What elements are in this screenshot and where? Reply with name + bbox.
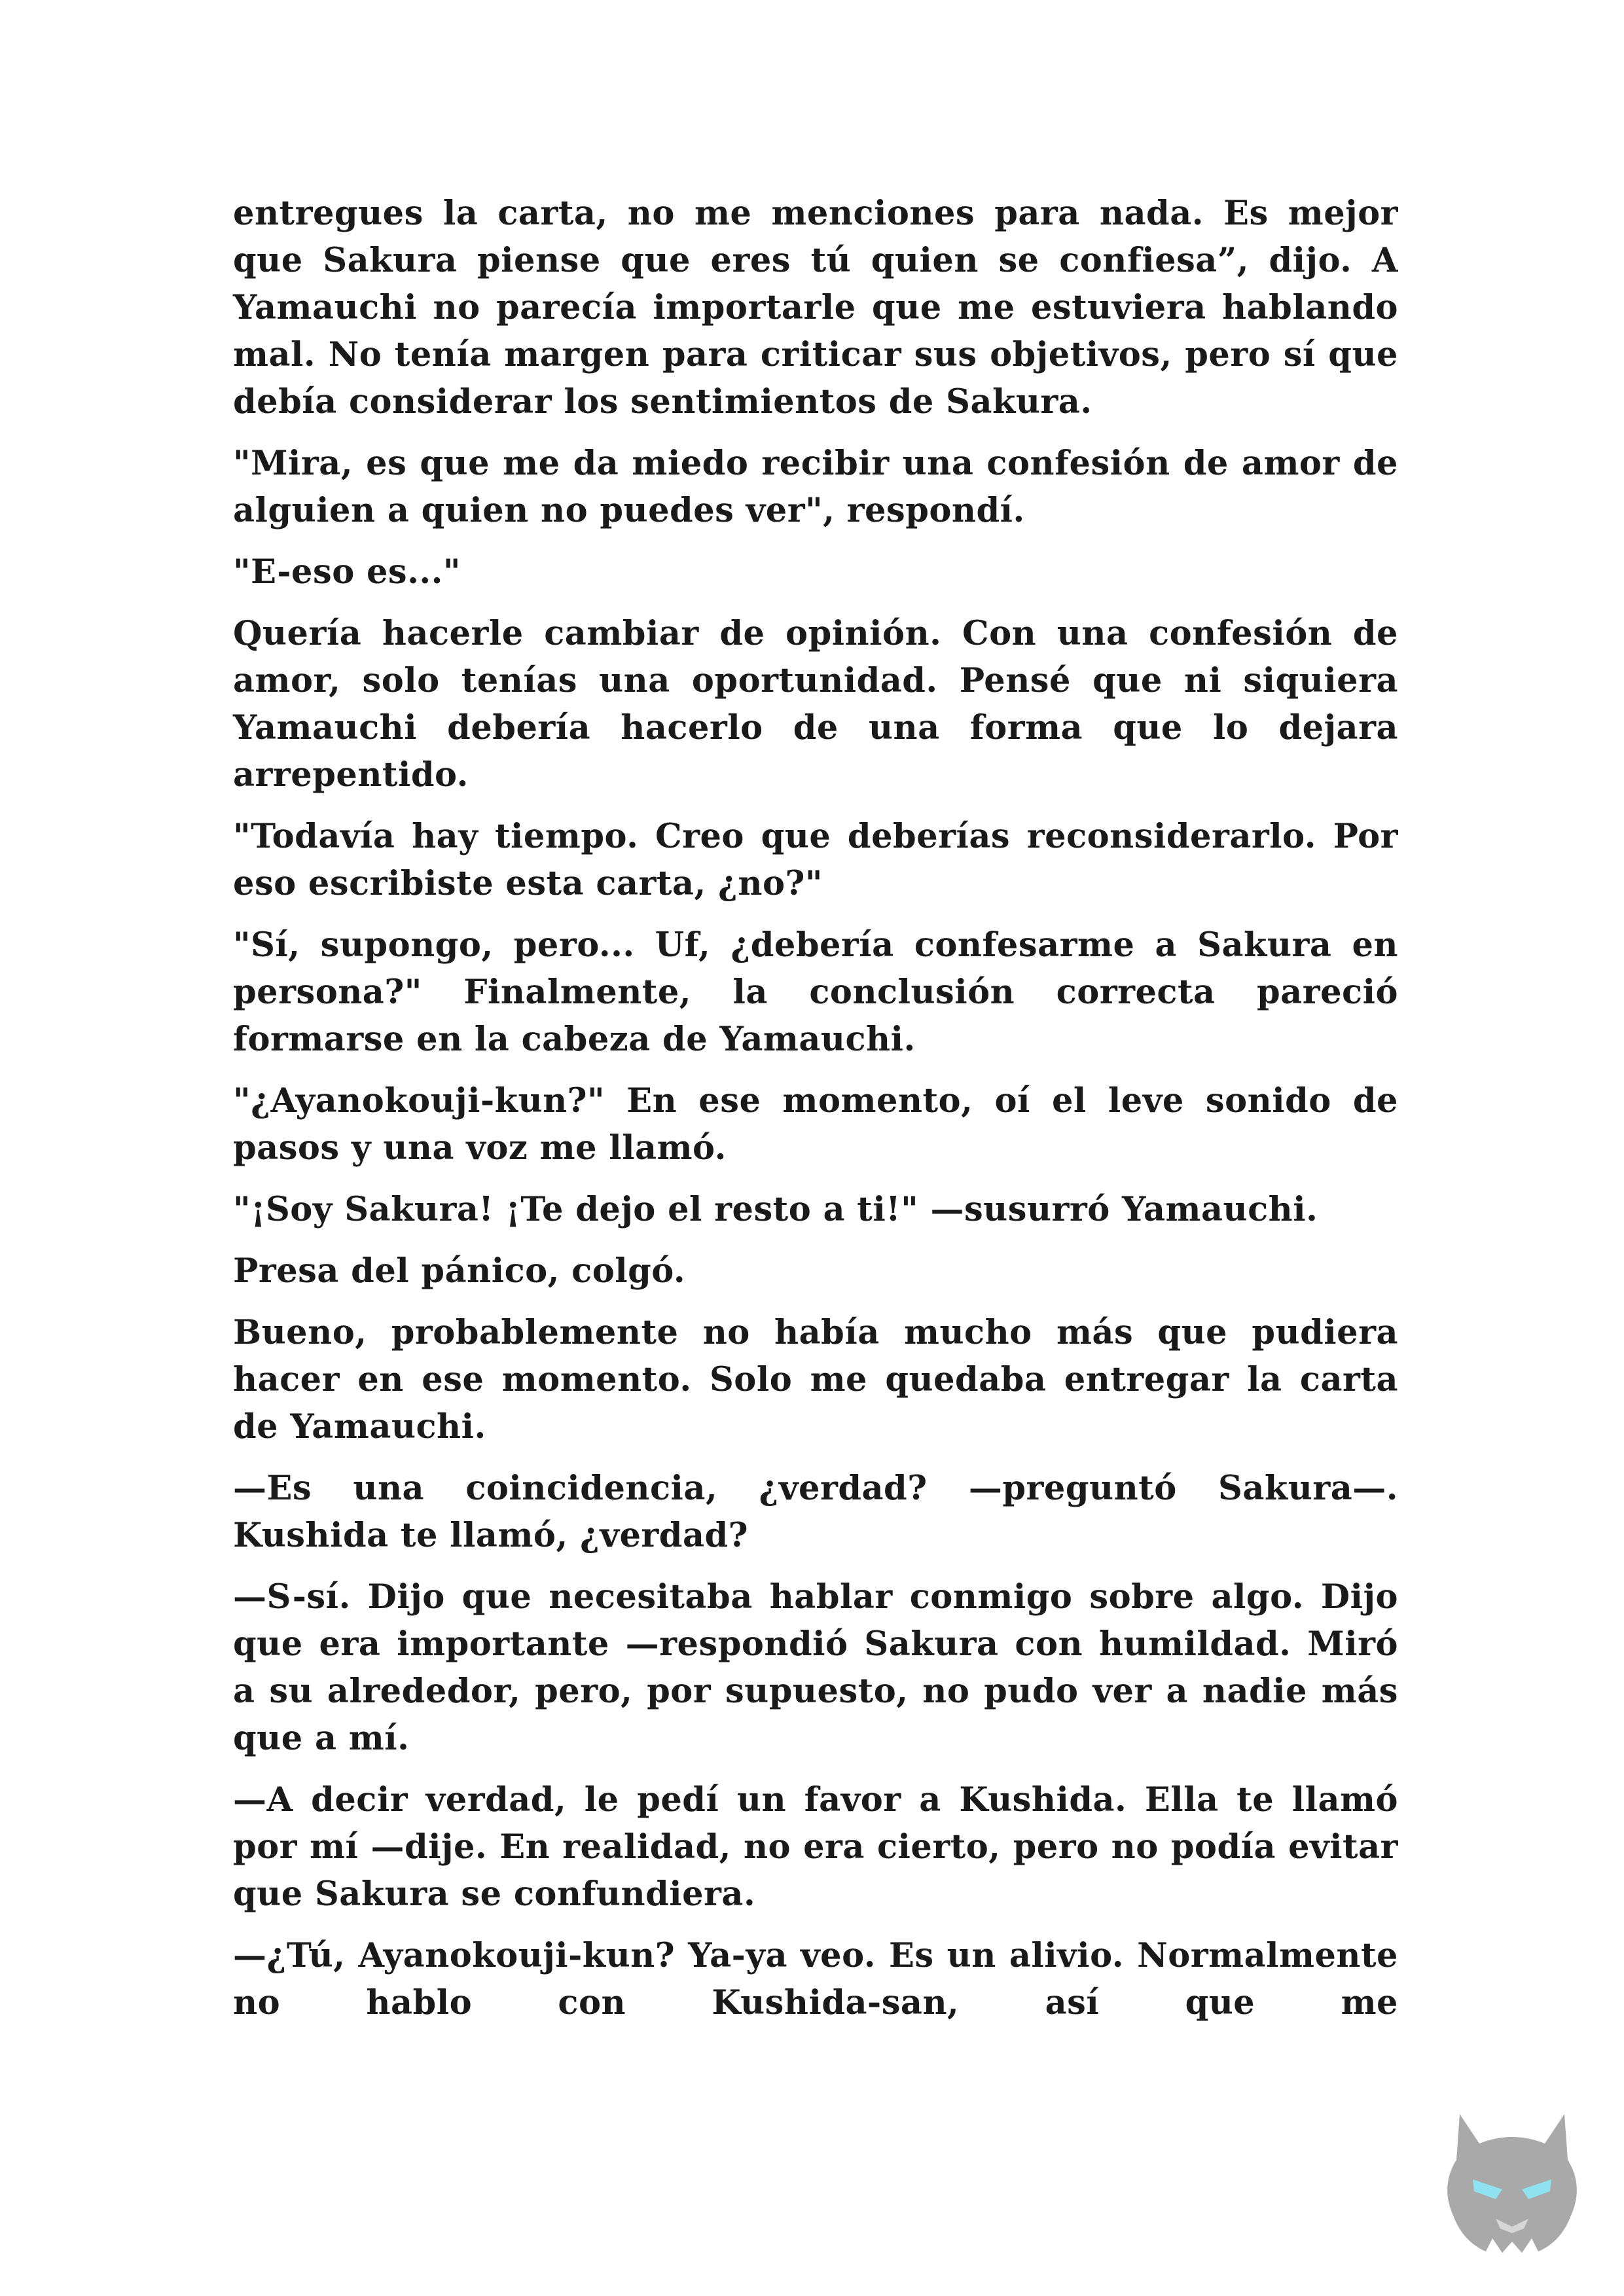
demon-head-icon: [1434, 2108, 1591, 2258]
paragraph: —A decir verdad, le pedí un favor a Kushida. Ella te llamó por mí —dije. En realidad, no era cierto, pero no podía evitar que Sakura se confundiera.: [233, 1780, 1398, 1914]
paragraph: Quería hacerle cambiar de opinión. Con una confesión de amor, solo tenías una oportunidad. Pensé que ni siquiera Yamauchi debería hacerlo de una forma que lo dejara arrepentido.: [233, 614, 1398, 795]
paragraph: Presa del pánico, colgó.: [233, 1251, 686, 1291]
paragraph: "Todavía hay tiempo. Creo que deberías reconsiderarlo. Por eso escribiste esta carta, ¿no?": [233, 817, 1398, 903]
paragraph: "¡Soy Sakura! ¡Te dejo el resto a ti!" —susurró Yamauchi.: [233, 1190, 1318, 1229]
paragraph: entregues la carta, no me menciones para nada. Es mejor que Sakura piense que eres tú quien se confiesa”, dijo. A Yamauchi no parecía importarle que me estuviera hablando mal. No tenía margen para criticar sus objetivos, pero sí que debía considerar los sentimientos de Sakura.: [233, 194, 1398, 422]
paragraph: "Sí, supongo, pero... Uf, ¿debería confesarme a Sakura en persona?" Finalmente, la conclusión correcta pareció formarse en la cabeza de Yamauchi.: [233, 925, 1398, 1059]
paragraph: "Mira, es que me da miedo recibir una confesión de amor de alguien a quien no puedes ver", respondí.: [233, 444, 1398, 530]
paragraph: —¿Tú, Ayanokouji-kun? Ya-ya veo. Es un alivio. Normalmente no hablo con Kushida-san, así que me: [233, 1936, 1398, 2022]
paragraph: —Es una coincidencia, ¿verdad? —preguntó Sakura—. Kushida te llamó, ¿verdad?: [233, 1469, 1398, 1555]
paragraph: —S-sí. Dijo que necesitaba hablar conmigo sobre algo. Dijo que era importante —respondió Sakura con humildad. Miró a su alrededor, pero, por supuesto, no pudo ver a nadie más que a mí.: [233, 1577, 1398, 1758]
paragraph: "¿Ayanokouji-kun?" En ese momento, oí el leve sonido de pasos y una voz me llamó.: [233, 1081, 1398, 1168]
paragraph: Bueno, probablemente no había mucho más que pudiera hacer en ese momento. Solo me quedaba entregar la carta de Yamauchi.: [233, 1313, 1398, 1446]
body-text: [233, 190, 1398, 2041]
paragraph: "E-eso es...": [233, 552, 461, 592]
